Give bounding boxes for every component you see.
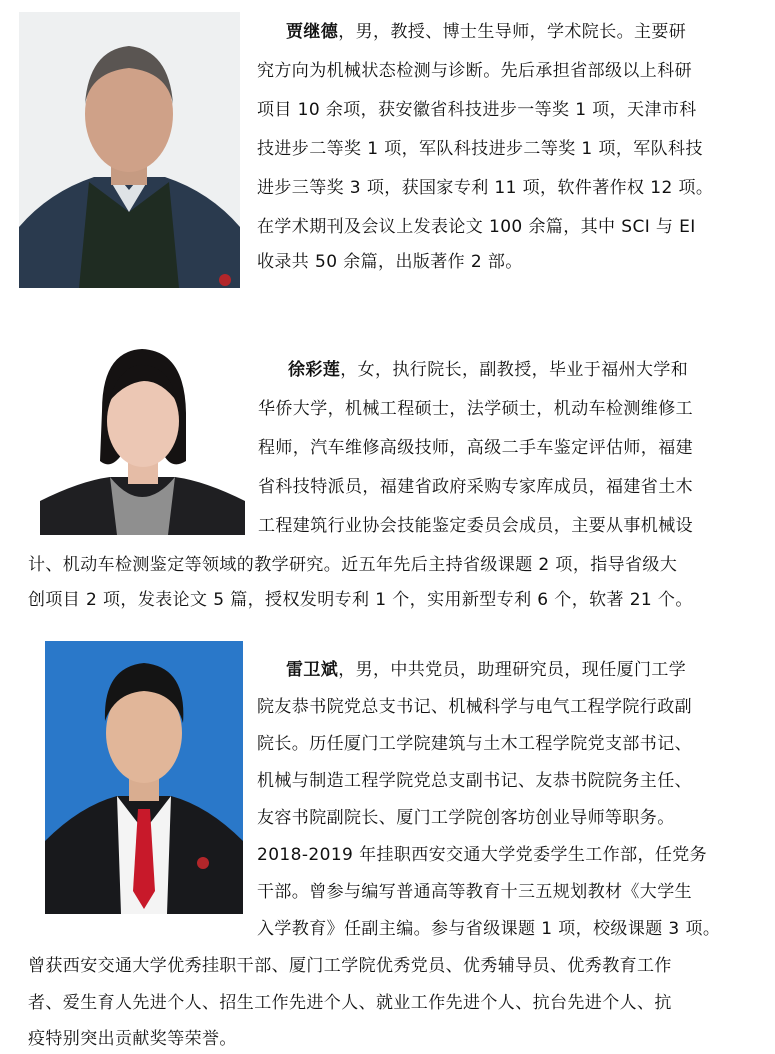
bio-line: 2018-2019 年挂职西安交通大学党委学生工作部，任党务 <box>257 845 708 865</box>
bio-line: 项目 10 余项，获安徽省科技进步一等奖 1 项，天津市科 <box>257 100 697 120</box>
bio-line: ，男，教授、博士生导师，学术院长。主要研 <box>338 22 687 42</box>
bio-line: 计、机动车检测鉴定等领域的教学研究。近五年先后主持省级课题 2 项，指导省级大 <box>28 555 678 575</box>
bio-line: 进步三等奖 3 项，获国家专利 11 项，软件著作权 12 项。 <box>257 178 714 198</box>
bio-line: ，男，中共党员，助理研究员，现任厦门工学 <box>338 660 687 680</box>
profile-name: 徐彩莲 <box>288 360 341 380</box>
portrait-photo-2 <box>40 341 245 535</box>
profile-name: 贾继德 <box>286 22 339 42</box>
portrait-photo-3 <box>45 641 243 914</box>
bio-line: 工程建筑行业协会技能鉴定委员会成员，主要从事机械设 <box>258 516 693 536</box>
bio-line: 者、爱生育人先进个人、招生工作先进个人、就业工作先进个人、抗台先进个人、抗 <box>28 993 672 1013</box>
bio-line: 院长。历任厦门工学院建筑与土木工程学院党支部书记、 <box>257 734 692 754</box>
bio-line: 入学教育》任副主编。参与省级课题 1 项，校级课题 3 项。 <box>257 919 721 939</box>
bio-line: 究方向为机械状态检测与诊断。先后承担省部级以上科研 <box>257 61 692 81</box>
bio-line: 曾获西安交通大学优秀挂职干部、厦门工学院优秀党员、优秀辅导员、优秀教育工作 <box>28 956 672 976</box>
bio-line: 收录共 50 余篇，出版著作 2 部。 <box>257 252 523 272</box>
portrait-photo-1 <box>19 12 240 288</box>
bio-line: 干部。曾参与编写普通高等教育十三五规划教材《大学生 <box>257 882 692 902</box>
bio-line: 友容书院副院长、厦门工学院创客坊创业导师等职务。 <box>257 808 675 828</box>
bio-line: 在学术期刊及会议上发表论文 100 余篇，其中 SCI 与 EI <box>257 217 696 237</box>
bio-line: 机械与制造工程学院党总支副书记、友恭书院院务主任、 <box>257 771 692 791</box>
bio-line: 创项目 2 项，发表论文 5 篇，授权发明专利 1 个，实用新型专利 6 个，软著 21 个。 <box>28 590 693 610</box>
bio-line: 技进步二等奖 1 项，军队科技进步二等奖 1 项，军队科技 <box>257 139 703 159</box>
bio-line: 华侨大学，机械工程硕士，法学硕士，机动车检测维修工 <box>258 399 693 419</box>
profile-name: 雷卫斌 <box>286 660 339 680</box>
bio-line: 省科技特派员，福建省政府采购专家库成员，福建省土木 <box>258 477 693 497</box>
bio-line: 院友恭书院党总支书记、机械科学与电气工程学院行政副 <box>257 697 692 717</box>
bio-line: 程师，汽车维修高级技师，高级二手车鉴定评估师，福建 <box>258 438 693 458</box>
bio-line: 疫特别突出贡献奖等荣誉。 <box>28 1029 237 1049</box>
bio-line: ，女，执行院长，副教授，毕业于福州大学和 <box>340 360 689 380</box>
